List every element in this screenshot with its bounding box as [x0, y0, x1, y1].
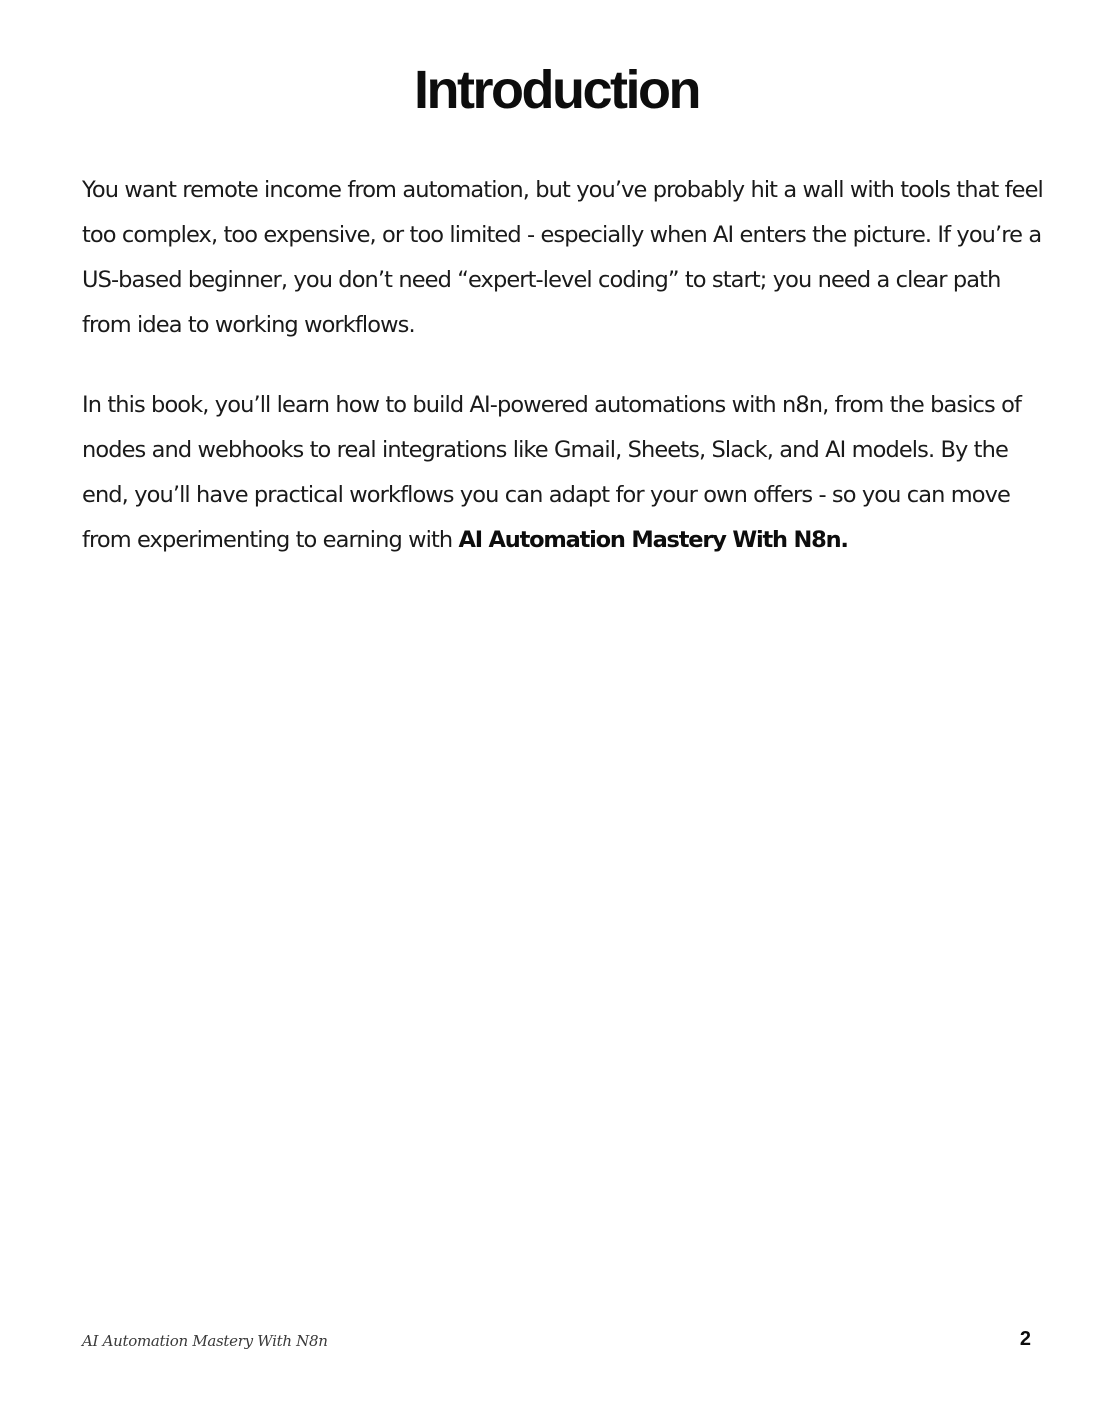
book-title-emphasis: AI Automation Mastery With N8n. — [458, 527, 848, 553]
paragraph-1-text: You want remote income from automation, but you’ve probably hit a wall with tools that feel too complex, too expensive, or too limited - especially when AI enters the picture. If you’re a US-based beginner, you don’t need “expert-level coding” to start; you need a clear path from idea to working workflows. — [82, 177, 1043, 338]
page-number: 2 — [1019, 1328, 1031, 1350]
paragraph-2-text: In this book, you’ll learn how to build AI-powered automations with n8n, from the basics of nodes and webhooks to real integrations like Gmail, Sheets, Slack, and AI models. By the end, you’ll have practical workflows you can adapt for your own offers - so you can move from experimenting to earning with — [82, 392, 1021, 553]
intro-paragraph-1 — [82, 168, 1050, 348]
footer-book-title: AI Automation Mastery With N8n — [82, 1332, 328, 1350]
intro-paragraph-2 — [82, 383, 1050, 563]
page-title: Introduction — [414, 60, 699, 120]
